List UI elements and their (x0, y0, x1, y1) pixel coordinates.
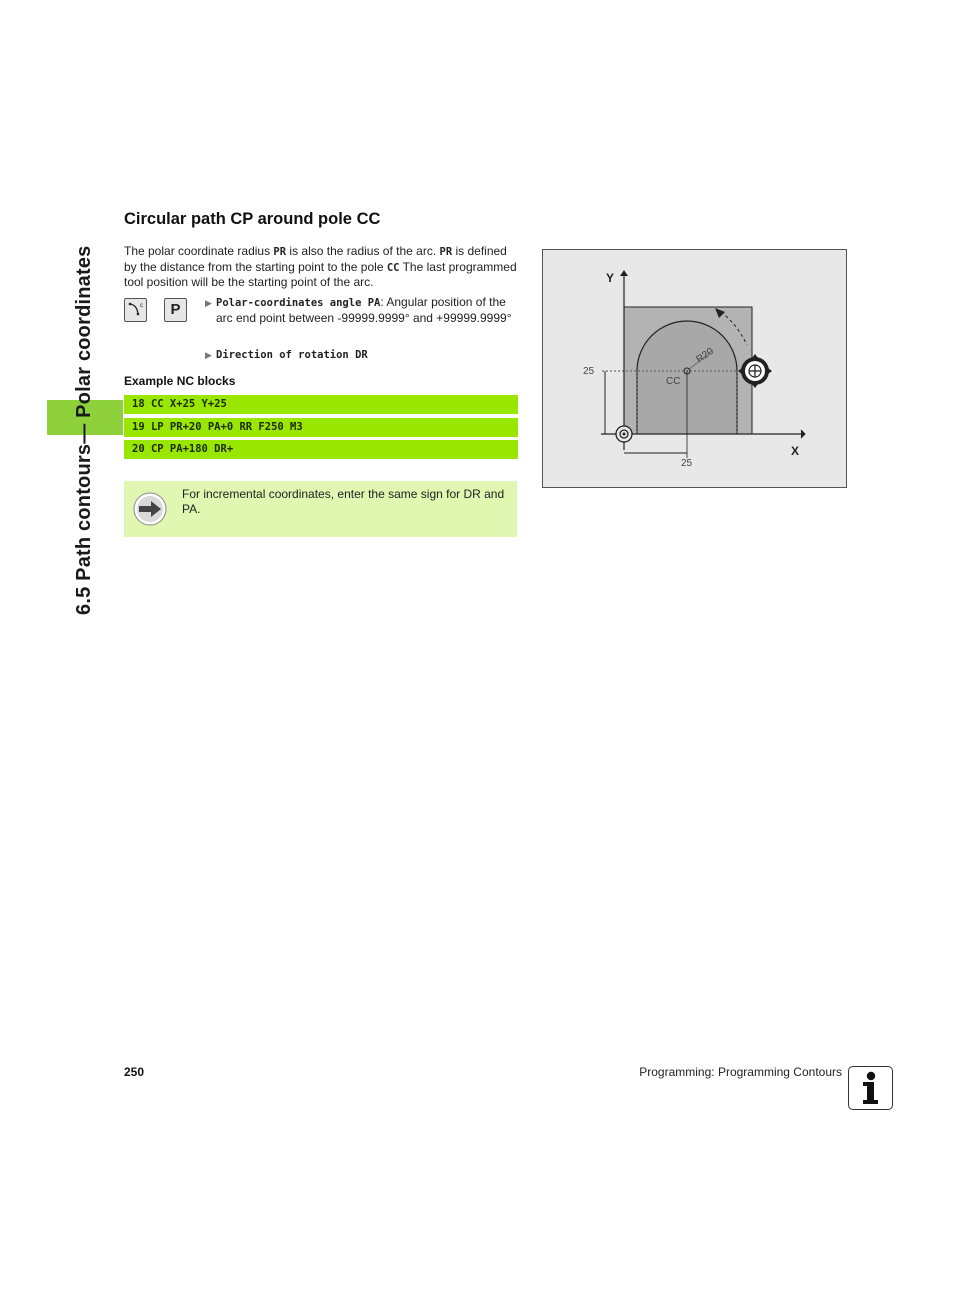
page-number: 250 (124, 1065, 145, 1079)
chapter-side-title: 6.5 Path contours— Polar coordinates (73, 245, 95, 615)
intro-paragraph: The polar coordinate radius PR is also the radius of the arc. PR is defined by the distance from the starting point to the pole CC The last programmed tool position will be the starting point of the arc. (124, 244, 517, 290)
tip-text: For incremental coordinates, enter the same sign for DR and PA. (182, 487, 505, 516)
circular-path-cp-key-icon (124, 298, 147, 322)
nc-block-line: 20 CP PA+180 DR+ (124, 440, 518, 459)
dim-x-label: 25 (681, 458, 693, 469)
bullet-triangle-icon: ▶ (205, 350, 212, 360)
bullet-rotation-direction: ▶ Direction of rotation DR (205, 349, 368, 361)
svg-text:c: c (140, 303, 143, 309)
nc-block-line: 18 CC X+25 Y+25 (124, 395, 518, 414)
info-icon (848, 1066, 893, 1110)
x-axis-label: X (791, 444, 800, 458)
y-axis-arrow (620, 270, 628, 276)
code-pr: PR (273, 246, 287, 258)
radius-label: R20 (694, 345, 716, 366)
bullet-triangle-icon: ▶ (205, 298, 212, 308)
x-axis-arrow (801, 430, 805, 438)
bullet-polar-angle: ▶ Polar-coordinates angle PA: Angular position of the arc end point between -99999.9999° and +99999.9999° (205, 295, 512, 325)
footer-chapter-title: Programming: Programming Contours (639, 1065, 842, 1079)
code-pr: PR (439, 246, 453, 258)
tip-box (124, 481, 517, 537)
pole-label: CC (666, 376, 681, 387)
dim-y-label: 25 (583, 366, 595, 377)
nc-block-line: 19 LP PR+20 PA+0 RR F250 M3 (124, 418, 518, 437)
polar-p-key: P (164, 298, 187, 322)
arrow-right-icon (133, 492, 167, 531)
section-heading: Circular path CP around pole CC (124, 210, 381, 228)
cp-diagram (542, 249, 847, 488)
y-axis-label: Y (606, 271, 615, 285)
example-label: Example NC blocks (124, 374, 236, 388)
code-cc: CC (386, 261, 400, 274)
